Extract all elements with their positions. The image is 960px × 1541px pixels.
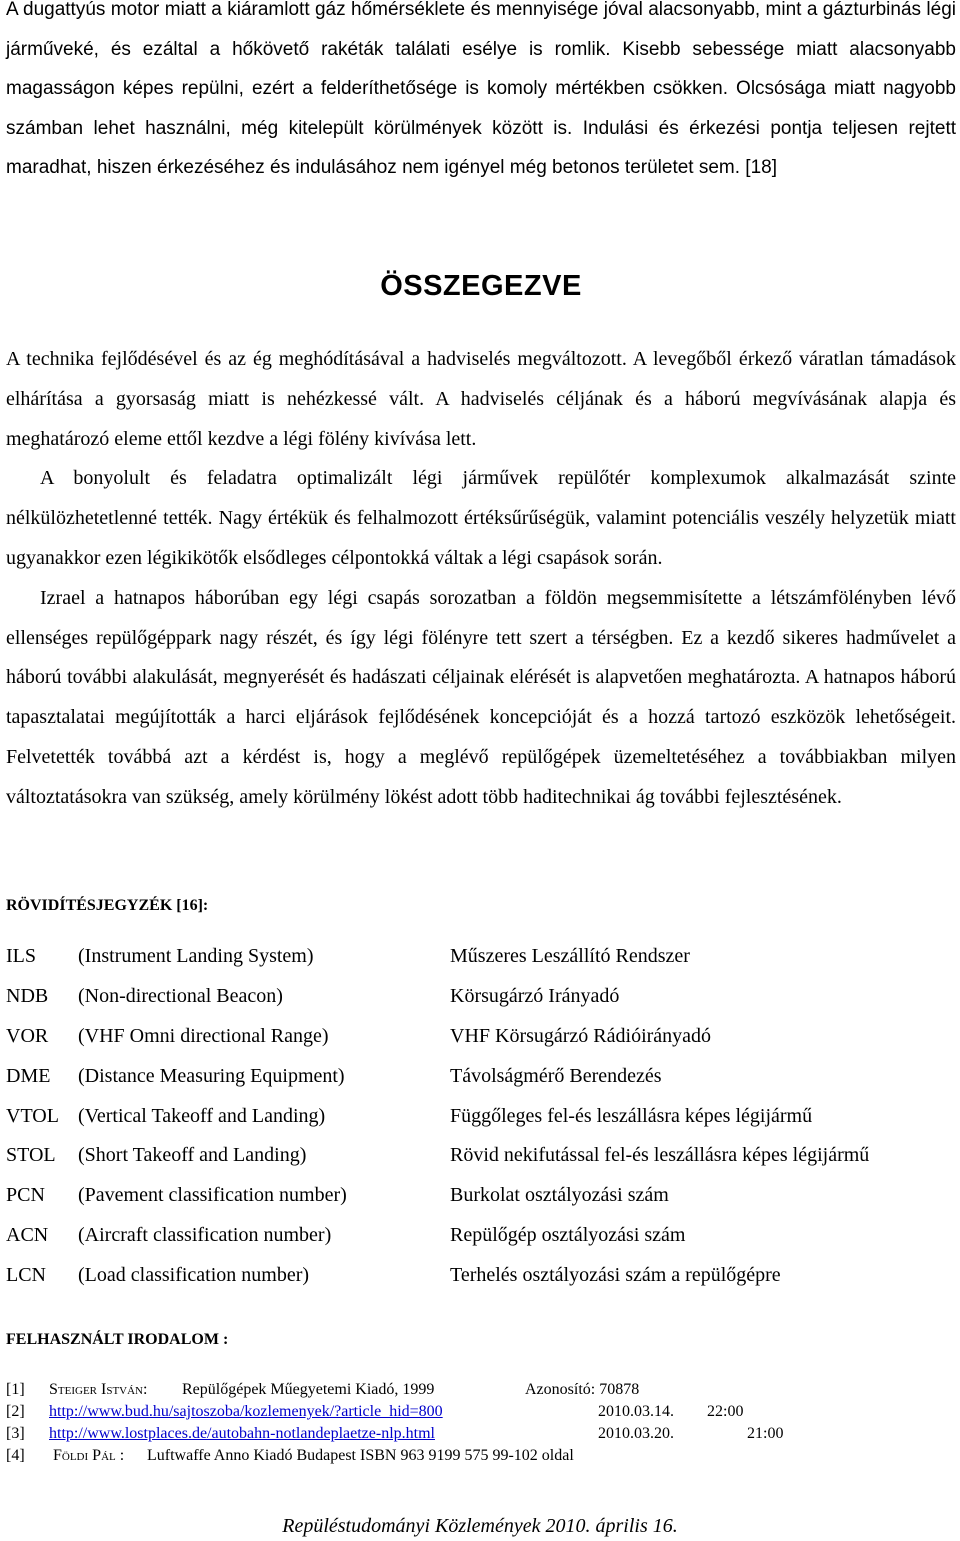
abbr-translation: Körsugárzó Irányadó <box>450 985 620 1007</box>
abbr-code: VTOL <box>6 1105 59 1127</box>
reference-author: Steiger István: <box>49 1381 148 1398</box>
abbr-translation: VHF Körsugárzó Rádióirányadó <box>450 1025 712 1047</box>
reference-extra: Azonosító: 70878 <box>525 1381 640 1398</box>
summary-body <box>6 340 956 818</box>
reference-number: [2] <box>6 1403 25 1420</box>
abbr-translation: Rövid nekifutással fel-és leszállásra képes légijármű <box>450 1144 870 1166</box>
section-heading: ÖSSZEGEZVE <box>380 270 582 302</box>
abbr-translation: Repülőgép osztályozási szám <box>450 1224 686 1246</box>
abbr-full: (Non-directional Beacon) <box>78 985 283 1007</box>
reference-author: Földi Pál : <box>53 1447 125 1464</box>
abbr-code: ACN <box>6 1224 49 1246</box>
abbr-code: NDB <box>6 985 49 1007</box>
abbr-full: (Distance Measuring Equipment) <box>78 1065 345 1087</box>
reference-time: 22:00 <box>707 1403 744 1420</box>
summary-paragraph-3: Izrael a hatnapos háborúban egy légi csapás sorozatban a földön megsemmisítette a létszámfölényben lévő ellenséges repülőgéppark nagy részét, és így légi fölényre tett szert a térségben. Ez a kezdő sikeres hadművelet a háború további alakulását, megnyerését és hadászati céljainak elérését is alapvetően meghatározta. A hatnapos háború tapasztalatai megújították a harci eljárások fejlődésének koncepcióját és a hozzá tartozó eszközök lehetőségeit. Felvetették továbbá azt a kérdést is, hogy a meglévő repülőgépek üzemeltetéséhez a továbbiakban milyen változtatásokra van szükség, amely körülmény lökést adott több haditechnikai ág további fejlesztésének. <box>6 586 956 808</box>
abbreviations-title: RÖVIDÍTÉSJEGYZÉK [16]: <box>6 897 209 914</box>
abbr-translation: Távolságmérő Berendezés <box>450 1065 662 1087</box>
reference-text: Luftwaffe Anno Kiadó Budapest ISBN 963 9199 575 99-102 oldal <box>147 1447 574 1464</box>
abbr-translation: Függőleges fel-és leszállásra képes légijármű <box>450 1105 813 1127</box>
reference-date: 2010.03.14. <box>598 1403 674 1420</box>
reference-link[interactable]: http://www.bud.hu/sajtoszoba/kozlemenyek/?article_hid=800 <box>49 1403 443 1420</box>
abbr-full: (Load classification number) <box>78 1264 310 1286</box>
abbr-full: (Short Takeoff and Landing) <box>78 1144 307 1166</box>
abbr-code: LCN <box>6 1264 46 1286</box>
page-footer: Repüléstudományi Közlemények 2010. április 16. <box>282 1515 678 1537</box>
reference-link[interactable]: http://www.lostplaces.de/autobahn-notlandeplaetze-nlp.html <box>49 1425 435 1442</box>
reference-time: 21:00 <box>747 1425 784 1442</box>
abbr-full: (Instrument Landing System) <box>78 945 314 967</box>
abbr-code: PCN <box>6 1184 45 1206</box>
abbr-translation: Burkolat osztályozási szám <box>450 1184 669 1206</box>
intro-paragraph: A dugattyús motor miatt a kiáramlott gáz hőmérséklete és mennyisége jóval alacsonyabb, mint a gázturbinás légi járműveké, és ezáltal a hőkövető rakéták találati esélye is romlik. Kisebb sebessége miatt alacsonyabb magasságon képes repülni, ezért a felderíthetősége is komoly mértékben csökken. Olcsósága miatt nagyobb számban lehet használni, még kitelepült körülmények között is. Indulási és érkezési pontja teljesen rejtett maradhat, hiszen érkezéséhez és indulásához nem igényel még betonos területet sem. [18] <box>6 0 956 178</box>
abbr-code: STOL <box>6 1144 56 1166</box>
reference-date: 2010.03.20. <box>598 1425 674 1442</box>
summary-paragraph-1: A technika fejlődésével és az ég meghódításával a hadviselés megváltozott. A levegőből érkező váratlan támadások elhárítása a gyorsaság miatt is nehézkessé vált. A hadviselés céljának és a háború megvívásának alapja és meghatározó eleme ettől kezdve a légi fölény kivívása lett. <box>6 348 956 450</box>
reference-text: Repülőgépek Műegyetemi Kiadó, 1999 <box>182 1381 435 1398</box>
summary-paragraph-2: A bonyolult és feladatra optimalizált légi járművek repülőtér komplexumok alkalmazását szinte nélkülözhetetlenné tették. Nagy értékük és felhalmozott értéksűrűségük, valamint potenciális veszély helyzetük miatt ugyanakkor ezen légikikötők elsődleges célpontokká váltak a légi csapások során. <box>6 467 956 569</box>
abbr-code: VOR <box>6 1025 49 1047</box>
abbr-code: DME <box>6 1065 51 1087</box>
abbr-translation: Terhelés osztályozási szám a repülőgépre <box>450 1264 781 1286</box>
abbr-full: (Aircraft classification number) <box>78 1224 332 1246</box>
abbr-code: ILS <box>6 945 36 967</box>
abbr-full: (Vertical Takeoff and Landing) <box>78 1105 326 1127</box>
reference-number: [3] <box>6 1425 25 1442</box>
references-title: FELHASZNÁLT IRODALOM : <box>6 1331 229 1348</box>
abbr-translation: Műszeres Leszállító Rendszer <box>450 945 690 967</box>
reference-number: [1] <box>6 1381 25 1398</box>
reference-number: [4] <box>6 1447 25 1464</box>
abbr-full: (Pavement classification number) <box>78 1184 347 1206</box>
abbr-full: (VHF Omni directional Range) <box>78 1025 329 1047</box>
